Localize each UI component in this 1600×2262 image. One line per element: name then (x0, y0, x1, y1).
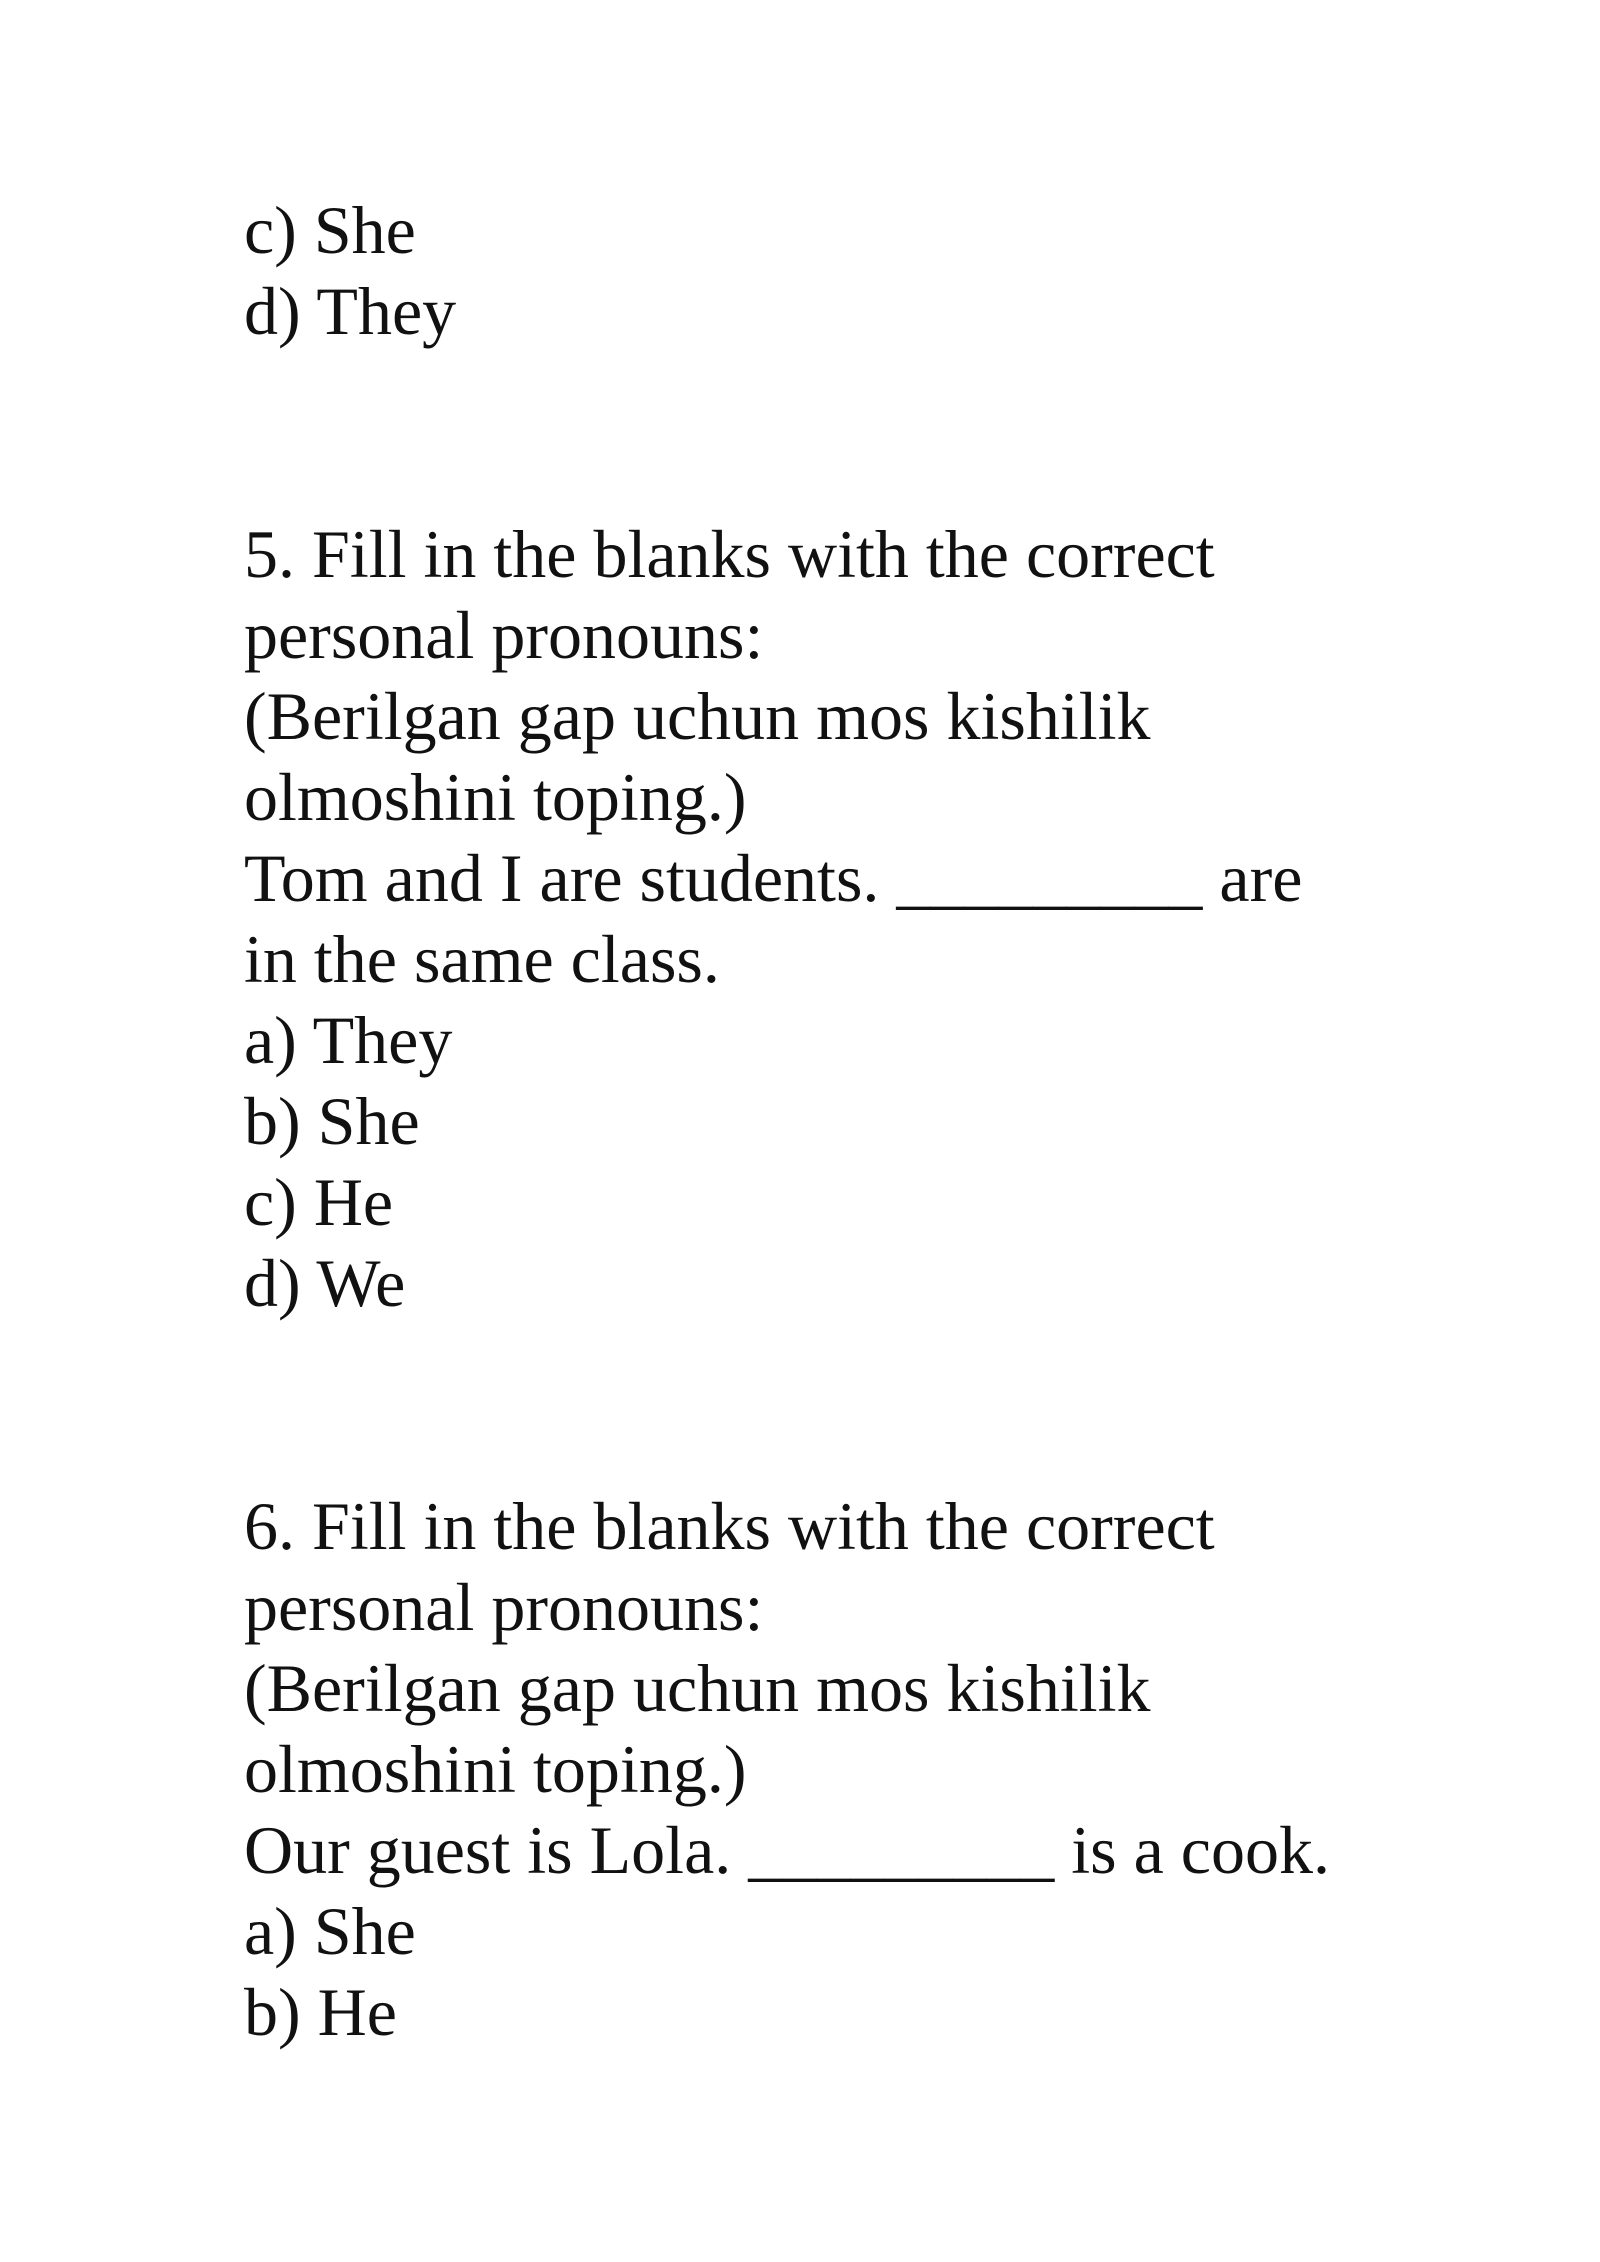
option-b: b) He (244, 1974, 397, 2050)
document-page (244, 190, 1384, 2053)
option-a: a) She (244, 1893, 416, 1969)
option-a: a) They (244, 1002, 453, 1078)
question-note: (Berilgan gap uchun mos kishilik (244, 1650, 1151, 1726)
question-note: (Berilgan gap uchun mos kishilik (244, 678, 1151, 754)
question-6 (244, 1486, 1384, 2053)
question-title-continued: personal pronouns: (244, 597, 764, 673)
question-sentence: Tom and I are students. _________ are (244, 840, 1303, 916)
option-d: d) They (244, 273, 457, 349)
question-sentence-continued: in the same class. (244, 921, 720, 997)
spacer (244, 1324, 1384, 1486)
question-5 (244, 514, 1384, 1324)
question-note-continued: olmoshini toping.) (244, 1731, 747, 1807)
previous-question-options (244, 190, 1384, 352)
question-title-continued: personal pronouns: (244, 1569, 764, 1645)
option-c: c) She (244, 192, 416, 268)
option-d: d) We (244, 1245, 406, 1321)
option-c: c) He (244, 1164, 394, 1240)
option-b: b) She (244, 1083, 420, 1159)
spacer (244, 352, 1384, 514)
question-note-continued: olmoshini toping.) (244, 759, 747, 835)
question-title: 6. Fill in the blanks with the correct (244, 1488, 1215, 1564)
question-sentence: Our guest is Lola. _________ is a cook. (244, 1812, 1330, 1888)
question-title: 5. Fill in the blanks with the correct (244, 516, 1215, 592)
